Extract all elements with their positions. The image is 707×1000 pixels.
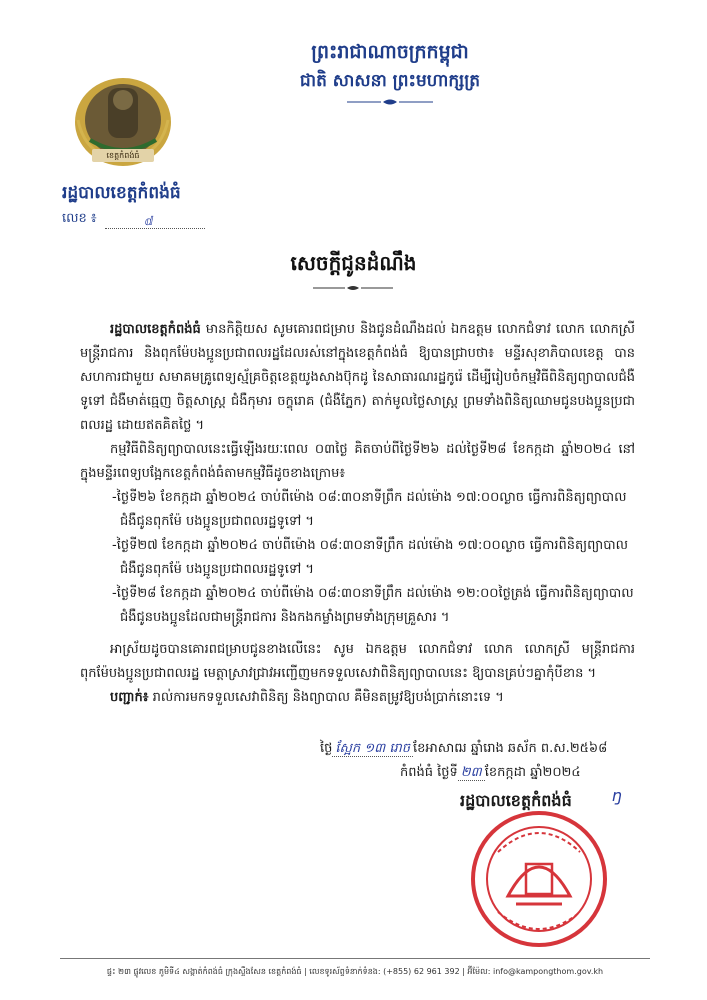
solar-date [400, 764, 581, 783]
lunar-date [320, 740, 607, 759]
reference-mark: ⅆ [144, 214, 154, 228]
note-label: បញ្ជាក់៖ [110, 690, 149, 705]
official-red-seal-icon [468, 808, 610, 950]
footer-contact: ផ្ទះ ២៣ ផ្លូវលេខ ភូមិទី៤ សង្កាត់កំពង់ធំ ក្រុងស្ទឹងសែន ខេត្តកំពង់ធំ | លេខទូរស័ព្ទទំនាក់ទំនង: (+855) 62 961 392 | អ៊ីម៉ែល: info@kampongthom.gov.kh [106, 967, 604, 976]
solar-date-handwritten: ២៣ [458, 765, 485, 781]
solar-date-prefix: កំពង់ធំ ថ្ងៃទី [400, 765, 458, 780]
schedule-item: -ថ្ងៃទី២៦ ខែកក្កដា ឆ្នាំ២០២៤ ចាប់ពីម៉ោង ០៨:៣០នាទីព្រឹក ដល់ម៉ោង ១៧:០០ល្ងាច ធ្វើការពិនិត្យព្យាបាលជំងឺជូនពុកម៉ែ បងប្អូនប្រជាពលរដ្ឋទូទៅ ។ [112, 490, 627, 529]
reference-number [62, 210, 205, 229]
emblem-label: ខេត្តកំពង់ធំ [92, 149, 154, 162]
body-paragraph-2: កម្មវិធីពិនិត្យព្យាបាលនេះធ្វើឡើងរយៈពេល ០៣ថ្ងៃ គិតចាប់ពីថ្ងៃទី២៦ ដល់ថ្ងៃទី២៨ ខែកក្កដា ឆ្នាំ២០២៤ នៅក្នុងមន្ទីរពេទ្យបង្អែកខេត្តកំពង់ធំតាមកម្មវិធីដូចខាងក្រោម៖ [80, 442, 635, 481]
note-text: រាល់ការមកទទួលសេវាពិនិត្យ និងព្យាបាល គឺមិនតម្រូវឱ្យបង់ប្រាក់នោះទេ ។ [148, 690, 504, 705]
body-paragraph-3: អាស្រ័យដូចបានគោរពជម្រាបជូនខាងលើនេះ សូម ឯកឧត្តម លោកជំទាវ លោក លោកស្រី មន្ត្រីរាជការ ពុកម៉ែបងប្អូនប្រជាពលរដ្ឋ មេត្តាស្រាវជ្រាវអញ្ជើញមកទទួលសេវាពិនិត្យព្យាបាលនេះ ឱ្យបានគ្រប់ៗគ្នាកុំបីខាន ។ [80, 642, 635, 681]
body-note [80, 686, 635, 710]
body-issuer-bold: រដ្ឋបាលខេត្តកំពង់ធំ [110, 322, 201, 337]
reference-field [105, 216, 205, 229]
body-paragraph-1-text: មានកិត្តិយស សូមគោរពជម្រាប និងជូនដំណឹងដល់ ឯកឧត្តម លោកជំទាវ លោក លោកស្រី មន្ត្រីរាជការ និងពុកម៉ែបងប្អូនប្រជាពលរដ្ឋដែលរស់នៅក្នុងខេត្តកំពង់ធំ ឱ្យបានជ្រាបថា៖ មន្ទីរសុខាភិបាលខេត្ត បានសហការជាមួយ សមាគមគ្រូពេទ្យស្ម័គ្រចិត្តខេត្តយូងសាងប៊ុកដូ នៃសាធារណរដ្ឋកូរ៉េ ដើម្បីរៀបចំកម្មវិធីពិនិត្យព្យាបាលជំងឺទូទៅ ជំងឺមាត់ធ្មេញ ចិត្តសាស្ត្រ ជំងឺកុមារ ចក្ខុរោគ (ជំងឺភ្នែក) តាក់មូលថ្លៃសាស្ត្រ ព្រមទាំងពិនិត្យឈាមជូនបងប្អូនប្រជាពលរដ្ឋ ដោយឥតគិតថ្លៃ ។ [80, 322, 635, 433]
lunar-date-prefix: ថ្ងៃ [320, 741, 333, 756]
kingdom-header [200, 40, 580, 111]
document-title: សេចក្តីជូនដំណឹង [290, 251, 417, 275]
solar-date-suffix: ខែកក្កដា ឆ្នាំ២០២៤ [484, 765, 581, 780]
notice-body [80, 318, 635, 710]
issuer-name: រដ្ឋបាលខេត្តកំពង់ធំ [62, 183, 181, 203]
reference-label: លេខ ៖ [62, 211, 97, 226]
lunar-date-suffix: ខែអាសាឍ ឆ្នាំរោង ឆស័ក ព.ស.២៥៦៨ [413, 741, 608, 756]
national-motto: ជាតិ សាសនា ព្រះមហាក្សត្រ [299, 71, 481, 91]
signature-mark: ŋ [612, 786, 623, 805]
title-ornament-icon [313, 284, 393, 292]
signatory-title: រដ្ឋបាលខេត្តកំពង់ធំ [460, 791, 572, 810]
lunar-date-handwritten: ស្អែក ១៣ រោច [332, 741, 413, 757]
schedule-item: -ថ្ងៃទី២៨ ខែកក្កដា ឆ្នាំ២០២៤ ចាប់ពីម៉ោង ០៨:៣០នាទីព្រឹក ដល់ម៉ោង ១២:០០ថ្ងៃត្រង់ ធ្វើការពិនិត្យព្យាបាលជំងឺជូនបងប្អូនដែលជាមន្ត្រីរាជការ និងកងកម្លាំងព្រមទាំងក្រុមគ្រួសារ ។ [112, 586, 634, 625]
schedule-list [80, 486, 635, 630]
kingdom-name: ព្រះរាជាណាចក្រកម្ពុជា [311, 41, 469, 63]
header-ornament-icon [345, 97, 435, 107]
footer-divider [60, 958, 650, 959]
schedule-item: -ថ្ងៃទី២៧ ខែកក្កដា ឆ្នាំ២០២៤ ចាប់ពីម៉ោង ០៨:៣០នាទីព្រឹក ដល់ម៉ោង ១៧:០០ល្ងាច ធ្វើការពិនិត្យព្យាបាលជំងឺជូនពុកម៉ែ បងប្អូនប្រជាពលរដ្ឋទូទៅ ។ [112, 538, 628, 577]
body-paragraph-1 [80, 318, 635, 438]
